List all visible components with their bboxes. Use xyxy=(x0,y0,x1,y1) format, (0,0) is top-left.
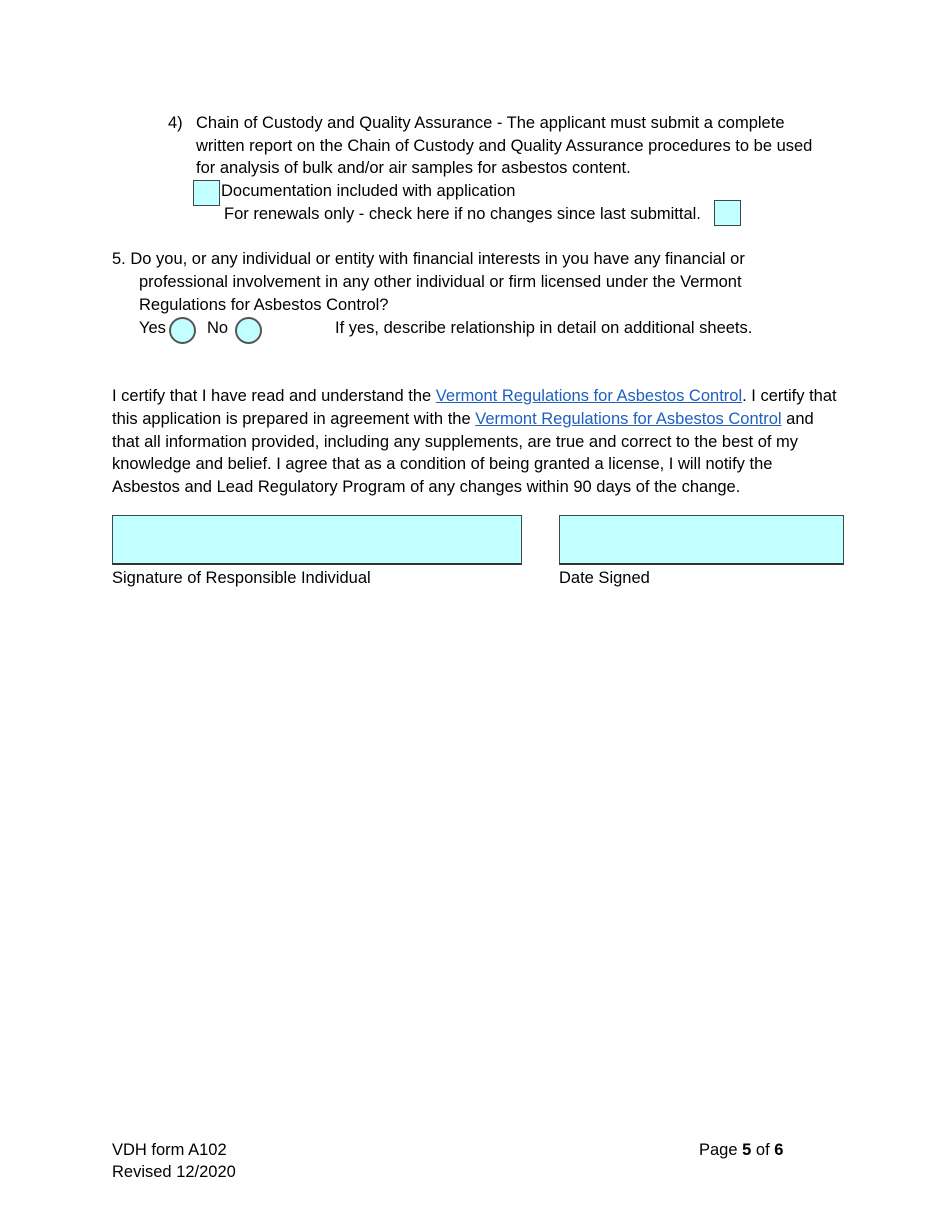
item4-text-line2: written report on the Chain of Custody and Quality Assurance procedures to be used xyxy=(196,137,813,155)
page-total: 6 xyxy=(774,1141,784,1159)
item5-text-line2: professional involvement in any other individual or firm licensed under the Vermont xyxy=(139,273,742,291)
item4-text-line3: for analysis of bulk and/or air samples for asbestos content. xyxy=(196,159,631,177)
footer-page-number xyxy=(699,1139,783,1161)
item5-text-line3: Regulations for Asbestos Control? xyxy=(139,296,389,314)
date-signed-input[interactable] xyxy=(559,515,844,565)
yes-radio[interactable] xyxy=(169,317,196,344)
page-of: of xyxy=(751,1141,775,1159)
signature-label: Signature of Responsible Individual xyxy=(112,569,371,587)
certify-text-2: . I certify that this application is prepared in agreement with the xyxy=(112,387,837,428)
renewal-no-changes-label: For renewals only - check here if no changes since last submittal. xyxy=(224,205,701,223)
documentation-included-checkbox[interactable] xyxy=(193,180,220,206)
regulations-link-1[interactable]: Vermont Regulations for Asbestos Control xyxy=(435,387,743,405)
page-current: 5 xyxy=(742,1141,752,1159)
renewal-no-changes-checkbox[interactable] xyxy=(714,200,741,226)
relationship-note: If yes, describe relationship in detail on additional sheets. xyxy=(335,319,753,337)
item4-text-line1: Chain of Custody and Quality Assurance - The applicant must submit a complete xyxy=(196,114,785,132)
yes-label: Yes xyxy=(139,319,166,337)
regulations-link-2[interactable]: Vermont Regulations for Asbestos Control xyxy=(475,409,782,428)
page-prefix: Page xyxy=(699,1141,743,1159)
footer-revised: Revised 12/2020 xyxy=(112,1163,236,1181)
item4-number: 4) xyxy=(168,114,183,132)
signature-input[interactable] xyxy=(112,515,522,565)
footer-form-id: VDH form A102 xyxy=(112,1141,227,1159)
certification-paragraph xyxy=(112,385,842,499)
item5-text-line1: 5. Do you, or any individual or entity with financial interests in you have any financial or xyxy=(112,250,745,268)
certify-text-1: I certify that I have read and understand the xyxy=(112,387,436,405)
no-radio[interactable] xyxy=(235,317,262,344)
date-signed-label: Date Signed xyxy=(559,569,650,587)
documentation-included-label: Documentation included with application xyxy=(221,182,516,200)
no-label: No xyxy=(207,319,229,337)
certify-text-3: and that all information provided, including any supplements, are true and correct to the best of my knowledge and belief. I agree that as a condition of being granted a license, I will notify the Asbestos and Lead Regulatory Program of any changes within 90 days of the change. xyxy=(112,409,814,496)
